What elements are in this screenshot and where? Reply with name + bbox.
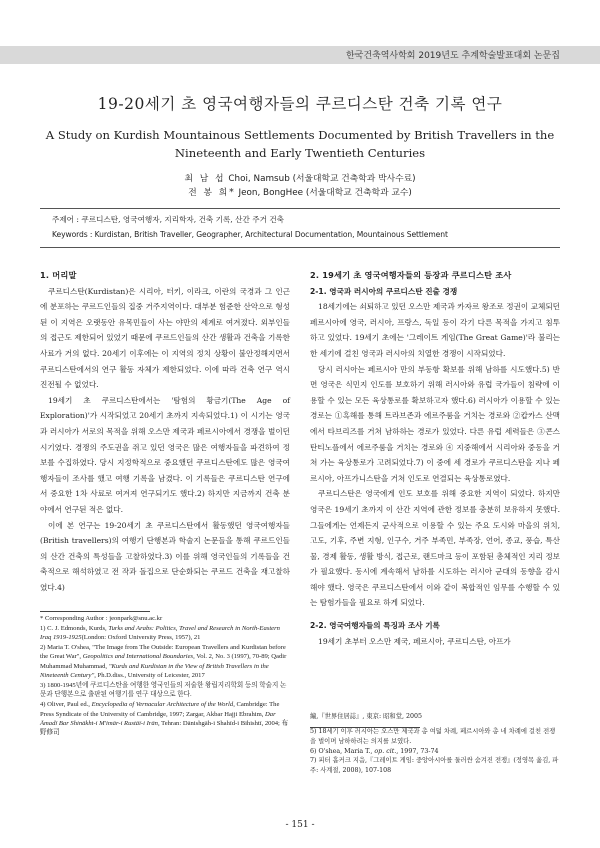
intro-paragraph-3: 이에 본 연구는 19-20세기 초 쿠르디스탄에서 활동했던 영국여행자들(British travellers)의 여행기 단행본과 학술지 논문들을 통해 쿠르드인들의 산간 건축의 특성들을 고찰하였다.3) 이를 위해 영국인들의 기록들을 건축적으로 해석하였고 전 작과 돌집으로 단순화되는 쿠르드 건축을 재고찰하였다.4)	[40, 520, 290, 592]
author-list	[0, 172, 600, 200]
footnote-rule-left	[40, 611, 150, 612]
author-1	[0, 172, 600, 186]
footnote-6: 6) O'shea, Maria T., op. cit., 1997, 73-74	[310, 747, 439, 755]
section-1-heading: 1. 머리말	[40, 270, 77, 280]
section-2-1-paragraph-1: 18세기에는 쇠퇴하고 있던 오스만 제국과 카자르 왕조로 정권이 교체되던 페르시아에 영국, 러시아, 프랑스, 독일 등이 각기 다른 목적을 가지고 침투하고 있었다. 19세기 초에는 '그레이트 게임(The Great Game)'라 불리는 한 세기에 걸친 영국과 러시아의 치열한 경쟁이 시작되었다.	[310, 302, 560, 358]
keywords-box	[40, 208, 560, 248]
paper-title-english-line2: Nineteenth and Early Twentieth Centuries	[174, 146, 426, 160]
author-2	[0, 186, 600, 200]
subsection-2-1-heading: 2-1. 영국과 러시아의 쿠르디스탄 진출 경쟁	[310, 286, 458, 296]
keywords-english: Keywords : Kurdistan, British Traveller, Geographer, Architectural Documentation, Mountainous Settlement	[52, 230, 448, 239]
intro-paragraph-1: 쿠르디스탄(Kurdistan)은 시리아, 터키, 이라크, 이란의 국경과 그 인근에 분포하는 쿠르드인들의 집중 거주지역이다. 대부분 험준한 산악으로 형성된 이 지역은 오랫동안 유목민들이 사는 야만의 세계로 여겨졌다. 외부인들의 접근도 제한되어 있었기 때문에 쿠르드인들의 산간 생활과 건축을 기록한 사료가 거의 없다. 20세기 이후에는 이 지역의 정치 상황이 불안정해지면서 쿠르디스탄에서의 연구 활동 자체가 제한되었다. 이에 따라 건축 연구 역시 진전될 수 없었다.	[40, 286, 290, 390]
author-1-name-ko: 최 남 섭	[184, 174, 226, 184]
section-2-1-paragraph-2: 당시 러시아는 페르시아 만의 부동항 확보를 위해 남하를 시도했다.5) 반면 영국은 식민지 인도를 보호하기 위해 러시아와 유럽 국가들이 침략에 이용할 수 있는 모든 육상통로를 확보하고자 했다.6) 러시아가 이용할 수 있는 경로는 ①흑해를 통해 트라브존과 에르주룸을 거치는 경로와 ②캅카스 산맥에서 타브리즈를 거쳐 남하하는 경로가 있었다. 다른 유럽 세력들은 ③콘스탄티노플에서 에르주룸을 거치는 경로와 ④ 지중해에서 시리아와 중동을 거쳐 가는 육상통로가 고려되었다.7) 이 중에 세 경로가 쿠르디스탄을 지나 페르시아, 아프가니스탄을 거쳐 인도로 연결되는 육상통로였다.	[310, 364, 560, 483]
footnote-3: 3) 1800-1945년에 쿠르디스탄을 여행한 영국인들의 저술한 왕립지리학회 등의 학술지 논문과 단행본으로 출판된 여행기를 연구 대상으로 한다.	[40, 682, 287, 699]
paper-title-korean: 19-20세기 초 영국여행자들의 쿠르디스탄 건축 기록 연구	[97, 95, 503, 113]
footnote-4-continued: 編,『世界住居誌』, 東京: 昭和堂, 2005	[310, 713, 423, 720]
section-2-2-paragraph-1: 19세기 초부터 오스만 제국, 페르시아, 쿠르디스탄, 아프가	[318, 636, 511, 646]
author-2-affiliation: (서울대학교 건축학과 교수)	[305, 188, 412, 198]
section-2-1-paragraph-3: 쿠르디스탄은 영국에게 인도 보호를 위해 중요한 지역이 되었다. 하지만 영국은 19세기 초까지 이 산간 지역에 관한 정보를 충분히 보유하지 못했다. 그들에게는 언제든지 군사적으로 이용할 수 있는 주요 도시와 마을의 위치, 고도, 기후, 주변 지형, 인구수, 거주 부족민, 부족장, 언어, 종교, 풍습, 특산물, 경제 활동, 생활 방식, 접근로, 랜드마크 등이 포함된 총체적인 지리 정보가 필요했다. 동시에 계속해서 남하를 시도하는 러시아 군대의 동향을 감시해야 했다. 영국은 쿠르디스탄에서 이와 같이 복합적인 임무를 수행할 수 있는 탐험가들을 필요로 하게 되었다.	[310, 489, 560, 608]
paper-title-english-line1: A Study on Kurdish Mountainous Settlements Documented by British Travellers in the	[45, 128, 555, 142]
subsection-2-2-heading: 2-2. 영국여행자들의 특징과 조사 기록	[310, 621, 440, 631]
right-column	[310, 268, 560, 649]
author-2-name-en: Jeon, BongHee	[238, 188, 304, 198]
author-1-name-en: Choi, Namsub	[228, 174, 290, 184]
footnote-rule-right	[310, 727, 420, 728]
footnote-4: 4) Oliver, Paul ed., Encyclopedia of Vernacular Architecture of the World, Cambridge: The Press Syndicate of the University of Cambridge, 1997; Zargar, Akbar Hajji Ebrahim, Dar Āmadī Bar Shinākht-i M'imār-i Rustāī-i Irān, Tehran: Dānishgāh-i Shahīd-i Bihishtī, 2004; 布野修司	[40, 701, 289, 737]
corresponding-author-note: * Corresponding Author : jeonpark@snu.ac.kr	[40, 615, 163, 622]
paper-title-english	[40, 126, 560, 162]
footnotes-right	[310, 712, 560, 776]
footnote-2: 2) Maria T. O'shea, "The Image from The Outside: European Travellers and Kurdistan before the Great War", Geopolitics and International Boundaries, Vol. 2, No. 3 (1997), 70-89; Qadir Muhammad Muhammad, "Kurds and Kurdistan in the View of British Travellers in the Nineteenth Century", Ph.D.diss., University of Leicester, 2017	[40, 644, 287, 680]
page-number: - 151 -	[285, 820, 315, 830]
footnote-1: 1) C. J. Edmonds, Kurds, Turks and Arabs: Politics, Travel and Research in North-Eastern Iraq 1919-1925(London: Oxford University Press, 1957), 21	[40, 624, 280, 642]
footnote-5: 5) 18세기 이후 러시아는 오스만 제국과 총 여덟 차례, 페르시아와 총 네 차례에 걸친 전쟁을 벌이며 남하하려는 의지를 보였다.	[310, 728, 556, 745]
intro-paragraph-2: 19세기 초 쿠르디스탄에서는 '탐험의 황금기(The Age of Exploration)'가 시작되었고 20세기 초까지 지속되었다.1) 이 시기는 영국과 러시아가 서로의 목적을 위해 오스만 제국과 페르시아에서 경쟁을 벌이던 시기였다. 경쟁의 주도권을 쥐고 있던 영국은 많은 여행자들을 파견하여 정보를 수집하였다. 당시 지정학적으로 중요했던 쿠르디스탄에도 많은 영국여행자들이 조사를 했고 여행 기록을 남겼다. 이 기록들은 쿠르디스탄 연구에서 중요한 1차 사료로 여겨져 연구되기도 했다.2) 하지만 지금까지 건축 분야에서 연구된 적은 없다.	[40, 395, 290, 514]
footnotes-left	[40, 614, 290, 738]
proceedings-header: 한국건축역사학회 2019년도 추계학술발표대회 논문집	[345, 51, 560, 61]
keywords-korean: 주제어 : 쿠르디스탄, 영국여행자, 지리학자, 건축 기록, 산간 주거 건축	[52, 215, 284, 224]
author-1-affiliation: (서울대학교 건축학과 박사수료)	[292, 174, 416, 184]
author-2-name-ko: 전 봉 희*	[188, 188, 236, 198]
left-column	[40, 268, 290, 595]
footnote-7: 7) 피터 홉커크 지음,『그레이트 게임: 중앙아시아를 둘러싼 숨겨진 전쟁』(정영목 옮김, 파주: 사계절, 2008), 107-108	[310, 757, 559, 774]
section-2-heading: 2. 19세기 초 영국여행자들의 등장과 쿠르디스탄 조사	[310, 270, 512, 280]
